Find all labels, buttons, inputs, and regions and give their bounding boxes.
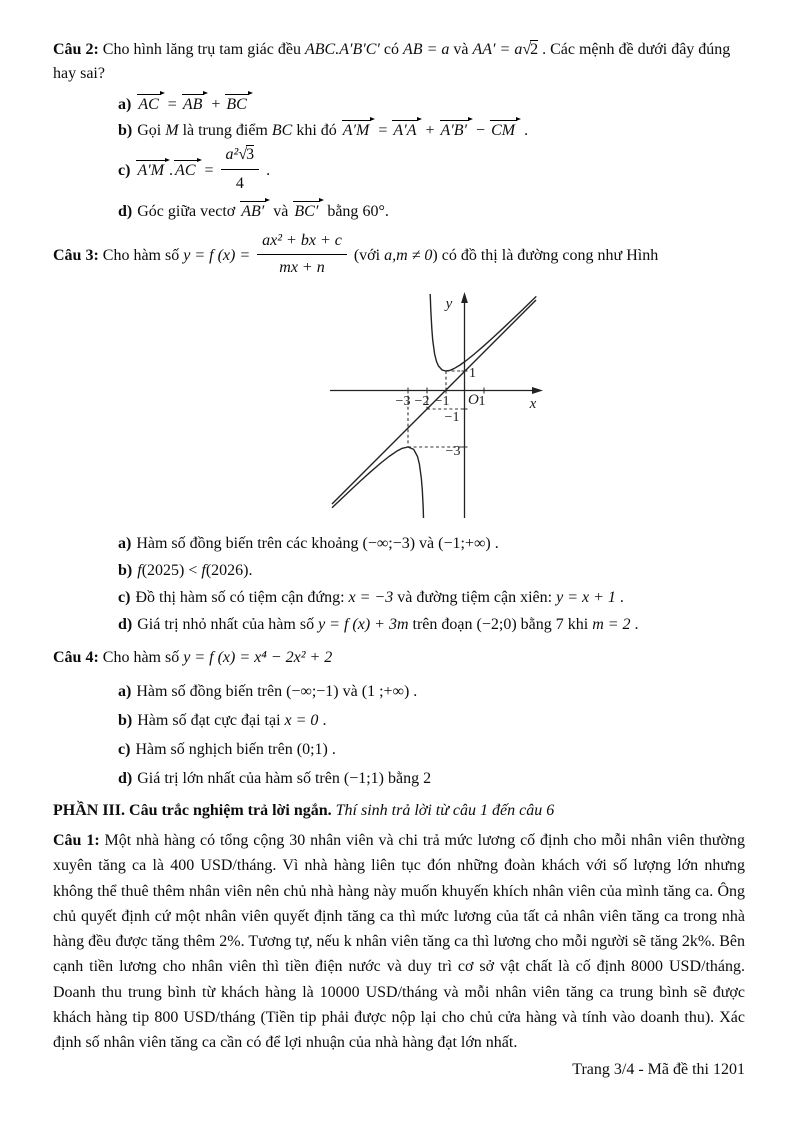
question-3-options <box>118 530 745 638</box>
option-marker: c) <box>118 741 131 758</box>
option-c <box>118 584 745 611</box>
option-marker: c) <box>118 589 131 606</box>
math-text: . <box>169 162 174 180</box>
fraction-numerator <box>221 142 260 170</box>
math-text: y = f (x) + 3m <box>318 616 409 633</box>
vector: A′A <box>391 119 421 140</box>
question-text: . <box>318 712 327 729</box>
option-marker: a) <box>118 683 132 700</box>
question-text: . <box>490 535 499 552</box>
question-text: Giá trị lớn nhất của hàm số trên <box>137 770 344 787</box>
question-text: là trung điểm <box>178 122 272 139</box>
option-marker: b) <box>118 712 133 729</box>
math-text: + <box>421 122 439 139</box>
question-4-intro <box>53 645 745 671</box>
vector: CM <box>489 119 520 140</box>
fraction <box>257 229 347 280</box>
question-text: Góc giữa vectơ <box>137 203 240 220</box>
sqrt-sign: √ <box>522 41 531 58</box>
math-text: − <box>472 122 490 139</box>
part-3-question-1 <box>53 828 745 1056</box>
question-text: Cho hàm số <box>98 247 184 265</box>
math-text: y = f (x) = x⁴ − 2x² + 2 <box>183 649 333 666</box>
fraction <box>221 142 260 197</box>
math-text: AB = a <box>403 41 450 58</box>
question-text: Hàm số đồng biến trên các khoảng <box>136 535 363 552</box>
tick-label: −2 <box>414 394 430 409</box>
question-text: Cho hàm số <box>98 649 184 666</box>
option-marker: d) <box>118 203 133 220</box>
option-a <box>118 530 745 557</box>
y-axis-label: y <box>445 296 453 312</box>
question-3-label: Câu 3: <box>53 247 99 265</box>
math-text: = <box>163 96 181 113</box>
part-3-heading-bold: PHẦN III. Câu trắc nghiệm trả lời ngắn. <box>53 802 336 819</box>
math-text: (−2;0) <box>476 616 517 633</box>
math-text: = <box>374 122 392 139</box>
question-text: bằng <box>323 203 363 220</box>
question-text: bằng 2 <box>383 770 432 787</box>
question-text: . <box>520 122 529 139</box>
question-2-label: Câu 2: <box>53 41 99 58</box>
question-text: (với <box>349 247 385 265</box>
question-text: và đường tiệm cận xiên: <box>393 589 557 606</box>
math-text: f <box>201 562 206 579</box>
math-text: AA′ = a <box>472 41 523 58</box>
question-1-label: Câu 1: <box>53 832 100 849</box>
question-text: . <box>327 741 336 758</box>
question-text: ) có đồ thị là đường cong như Hình <box>432 247 659 265</box>
option-d <box>118 764 745 793</box>
option-d <box>118 611 745 638</box>
math-text: y = f (x) = <box>183 247 255 265</box>
question-text: Giá trị nhỏ nhất của hàm số <box>137 616 319 633</box>
vector: A′B′ <box>439 119 473 140</box>
question-text: Đồ thị hàm số có tiệm cận đứng: <box>135 589 349 606</box>
math-text: y = x + 1 <box>556 589 616 606</box>
option-marker: d) <box>118 770 133 787</box>
option-marker: a) <box>118 535 132 552</box>
math-text: (−1;+∞) <box>438 535 491 552</box>
figure <box>322 284 550 524</box>
dashed-guides <box>408 371 468 447</box>
tick-label: −1 <box>444 410 460 425</box>
math-text: (2026). <box>205 562 253 579</box>
option-b <box>118 118 745 144</box>
fraction-denominator: mx + n <box>279 259 325 276</box>
question-text: bằng 7 khi <box>516 616 593 633</box>
footer-page-info: Trang 3/4 - Mã đề thi 1201 <box>572 1061 745 1078</box>
math-text: (−1;1) <box>343 770 384 787</box>
question-body: Một nhà hàng có tổng cộng 30 nhân viên và chi trả mức lương cố định cho mỗi nhân viên thường xuyên tăng ca là 400 USD/tháng. Vì nhà hàng liên tục đón những đoàn khách với số lượng lớn nhưng không thể thuê thêm nhân viên nên chủ nhà hàng này muốn khuyến khích nhân viên của mình tăng ca. Ông chủ quyết định cứ một nhân viên quyết định tăng ca thì mức lương của tất cả nhân viên tăng ca trong nhà hàng đều được tăng thêm 2%. Tương tự, nếu k nhân viên tăng ca thì lương cho mỗi người sẽ tăng 2k%. Bên cạnh tiền lương cho nhân viên thì tiền điện nước và duy trì cơ sở vật chất là cố định 8000 USD/tháng. Doanh thu trung bình từ khách hàng là 10000 USD/tháng và mỗi nhân viên tăng ca trung bình sẽ được khách hàng tip 800 USD/tháng (Tiền tip phải được nộp lại cho chủ cửa hàng và tính vào doanh thu). Xác định số nhân viên tăng ca cần có để lợi nhuận của nhà hàng đạt lớn nhất. <box>53 832 746 1052</box>
radicand: 3 <box>246 146 255 163</box>
math-text: 60° <box>362 203 385 220</box>
option-marker: a) <box>118 96 132 113</box>
option-c <box>118 144 745 199</box>
tick-label: −1 <box>434 394 450 409</box>
y-axis-arrow <box>461 292 468 303</box>
option-c <box>118 735 745 764</box>
question-text: . <box>384 203 389 220</box>
vector: AC <box>173 159 200 180</box>
math-text: f <box>137 562 142 579</box>
math-text: M <box>165 122 179 139</box>
question-4-options <box>118 677 745 793</box>
x-axis-arrow <box>532 387 543 394</box>
question-text: . <box>409 683 418 700</box>
question-3-intro <box>53 231 745 282</box>
vector: BC <box>224 93 251 114</box>
vector: AB <box>181 93 208 114</box>
math-text: = <box>200 162 218 180</box>
fraction-denominator: 4 <box>235 175 244 192</box>
vector: A′M <box>341 119 375 140</box>
math-text: a² <box>225 146 239 163</box>
option-marker: b) <box>118 122 133 139</box>
question-text: . <box>630 616 639 633</box>
question-text: Cho hình lăng trụ tam giác đều <box>98 41 305 58</box>
question-text: Hàm số nghịch biến trên <box>135 741 297 758</box>
question-text: khi đó <box>292 122 341 139</box>
math-text: (−∞;−1) <box>286 683 339 700</box>
math-text: (0;1) <box>296 741 328 758</box>
option-b <box>118 557 745 584</box>
question-text: và <box>338 683 362 700</box>
math-text: x = 0 <box>284 712 319 729</box>
option-d <box>118 199 745 225</box>
math-text: (2025) < <box>141 562 202 579</box>
math-text: BC <box>271 122 293 139</box>
math-text: a,m ≠ 0 <box>384 247 433 265</box>
option-marker: c) <box>118 162 131 180</box>
option-a <box>118 677 745 706</box>
question-text: . <box>615 589 624 606</box>
question-text: Gọi <box>137 122 166 139</box>
math-text: m = 2 <box>592 616 631 633</box>
question-2-options <box>118 92 745 225</box>
part-3-heading <box>53 798 745 824</box>
part-3-heading-italic: Thí sinh trả lời từ câu 1 đến câu 6 <box>335 802 555 819</box>
question-text: Hàm số đồng biến trên <box>136 683 287 700</box>
radicand: 2 <box>530 41 539 58</box>
question-text: có <box>379 41 404 58</box>
function-graph <box>322 284 547 524</box>
fraction-numerator: ax² + bx + c <box>257 229 347 255</box>
tick-label: −3 <box>395 394 411 409</box>
question-text: và <box>269 203 293 220</box>
option-marker: d) <box>118 616 133 633</box>
question-text: Hàm số đạt cực đại tại <box>137 712 285 729</box>
tick-label: 1 <box>469 366 476 381</box>
vector: BC′ <box>292 200 323 221</box>
tick-label: −3 <box>445 444 461 459</box>
question-text: và <box>449 41 473 58</box>
math-text: (−∞;−3) <box>362 535 416 552</box>
tick-label: 1 <box>478 394 486 409</box>
question-text: và <box>415 535 439 552</box>
math-text: x = −3 <box>348 589 394 606</box>
option-a <box>118 92 745 118</box>
vector: A′M <box>135 159 169 180</box>
vector: AC <box>136 93 163 114</box>
question-text: trên đoạn <box>408 616 477 633</box>
sqrt-sign: √ <box>238 146 247 163</box>
question-2-intro <box>53 38 745 86</box>
math-text: (1 ;+∞) <box>361 683 410 700</box>
question-4-label: Câu 4: <box>53 649 99 666</box>
x-axis-label: x <box>529 396 537 412</box>
math-text: + <box>207 96 225 113</box>
question-text: . <box>262 162 271 180</box>
question-text: . Các mệnh đề dưới đây đúng hay sai? <box>53 41 731 82</box>
math-text: ABC.A′B′C′ <box>304 41 380 58</box>
origin-label: O <box>468 392 479 408</box>
option-marker: b) <box>118 562 133 579</box>
option-b <box>118 706 745 735</box>
vector: AB′ <box>239 200 269 221</box>
